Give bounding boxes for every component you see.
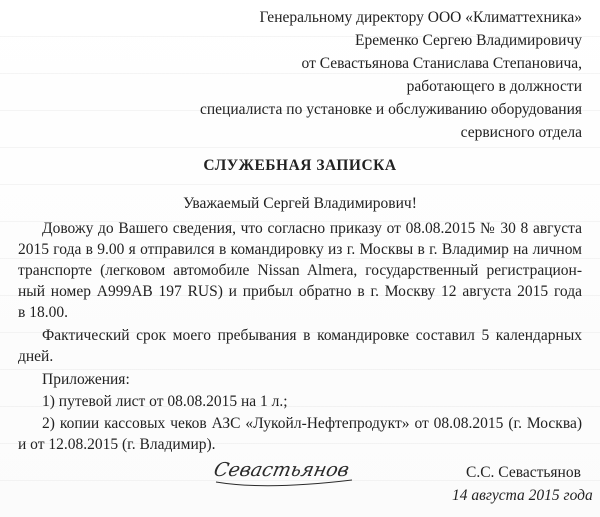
body-line: транспорте (легковом автомобиле Nissan Almera, государственный регистрацион- [18,262,582,279]
attachments-heading: Приложения: [42,371,130,388]
attachment-item: 1) путевой лист от 08.08.2015 на 1 л.; [42,393,288,410]
addressee-line-2: Еременко Сергею Владимировичу [355,32,582,49]
attachment-item-continued: и от 12.08.2015 (г. Владимир). [18,436,216,453]
sender-line-1: от Севастьянова Станислава Степановича, [301,55,582,72]
handwritten-signature [212,452,362,492]
svg-text:Севастьянов: Севастьянов [212,458,352,481]
signatory-name: С.С. Севастьянов [466,464,581,481]
body-line: Фактический срок моего пребывания в командировке составил 5 календарных [42,327,582,344]
addressee-line-1: Генеральному директору ООО «Климаттехника» [259,9,582,26]
document-title: СЛУЖЕБНАЯ ЗАПИСКА [203,157,397,174]
body-line: 2015 года в 9.00 я отправился в командировку из г. Москвы в г. Владимир на личном [18,241,582,258]
body-line: дней. [18,348,54,365]
sender-line-3: специалиста по установке и обслуживанию оборудования [199,101,582,118]
body-line: ный номер А999АВ 197 RUS) и прибыл обратно в г. Москву 12 августа 2015 года [18,283,582,300]
body-line: Довожу до Вашего сведения, что согласно приказу от 08.08.2015 № 30 8 августа [42,220,582,237]
body-line: в 18.00. [18,304,68,321]
attachment-item: 2) копии кассовых чеков АЗС «Лукойл-Нефтепродукт» от 08.08.2015 (г. Москва) [42,415,582,432]
signature-date: 14 августа 2015 года [452,487,593,504]
sender-line-2: работающего в должности [406,78,582,95]
sender-line-4: сервисного отдела [460,124,582,141]
greeting: Уважаемый Сергей Владимирович! [183,195,417,212]
